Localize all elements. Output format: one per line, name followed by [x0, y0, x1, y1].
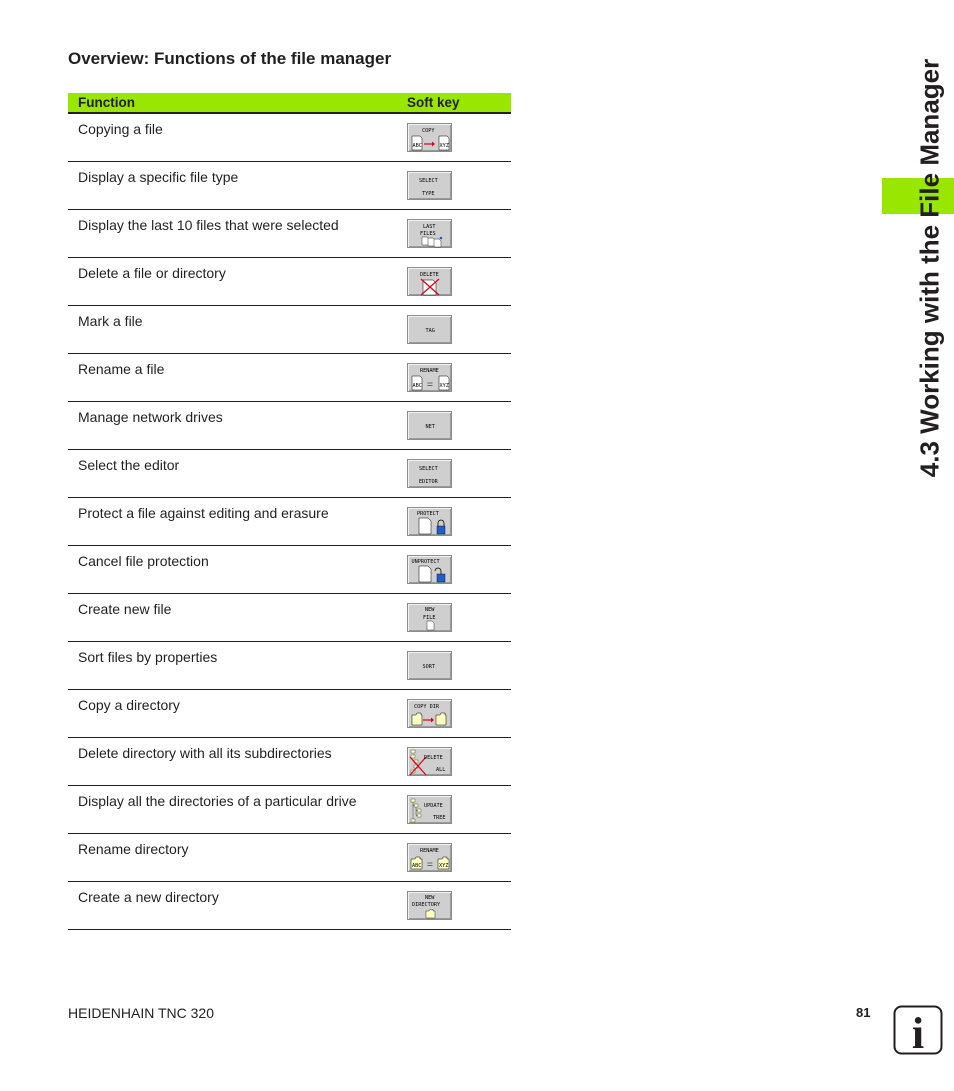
function-label: Create a new directory — [78, 889, 219, 905]
delete-all-softkey-icon — [407, 747, 452, 776]
function-label: Delete a file or directory — [78, 265, 226, 281]
table-row — [68, 882, 511, 930]
softkey-label: DIRECTORY — [412, 902, 441, 908]
rename-file-softkey-icon — [407, 363, 452, 392]
function-label: Rename a file — [78, 361, 165, 377]
footer-product: HEIDENHAIN TNC 320 — [68, 1005, 215, 1021]
table-row — [68, 210, 511, 258]
softkey-label: NEW — [425, 895, 435, 901]
last-files-softkey-icon — [407, 219, 452, 248]
update-tree-softkey-icon — [407, 795, 452, 824]
softkey-label: EDITOR — [419, 479, 438, 485]
softkey-label: ABC — [412, 383, 422, 389]
function-label: Display all the directories of a particular drive — [78, 793, 357, 809]
softkey-label: TAG — [425, 328, 435, 334]
info-glyph: i — [911, 1009, 925, 1055]
functions-table — [68, 93, 511, 930]
softkey-label: XYZ — [439, 863, 449, 869]
softkey-label: FILE — [423, 615, 436, 621]
softkey-label: RENAME — [420, 368, 439, 374]
rename-dir-softkey-icon — [407, 843, 452, 872]
select-type-softkey-icon — [407, 171, 452, 200]
softkey-label: DELETE — [420, 272, 439, 278]
softkey-label: FILES — [420, 231, 436, 237]
copy-dir-softkey-icon — [407, 699, 452, 728]
table-row — [68, 162, 511, 210]
softkey-label: PROTECT — [417, 511, 439, 517]
function-label: Rename directory — [78, 841, 189, 857]
function-label: Sort files by properties — [78, 649, 218, 665]
table-row — [68, 354, 511, 402]
softkey-label: ALL — [436, 767, 446, 773]
new-file-softkey-icon — [407, 603, 452, 632]
unprotect-softkey-icon — [407, 555, 452, 584]
table-row — [68, 738, 511, 786]
function-label: Manage network drives — [78, 409, 223, 425]
table-row — [68, 498, 511, 546]
softkey-label: SELECT — [419, 178, 438, 184]
section-title: Overview: Functions of the file manager — [68, 49, 392, 68]
softkey-label: ABC — [412, 143, 422, 149]
table-row — [68, 834, 511, 882]
softkey-label: UNPROTECT — [411, 559, 440, 565]
table-row — [68, 594, 511, 642]
net-softkey-icon — [407, 411, 452, 440]
softkey-label: COPY DIR — [414, 704, 439, 710]
function-label: Protect a file against editing and erasure — [78, 505, 329, 521]
softkey-label: NEW — [425, 607, 435, 613]
table-row — [68, 114, 511, 162]
function-label: Display the last 10 files that were selected — [78, 217, 339, 233]
softkey-label: SORT — [422, 664, 435, 670]
table-header — [68, 93, 511, 114]
function-label: Mark a file — [78, 313, 143, 329]
table-row — [68, 642, 511, 690]
softkey-label: NET — [425, 424, 435, 430]
softkey-label: ABC — [412, 863, 422, 869]
function-label: Delete directory with all its subdirectories — [78, 745, 332, 761]
tag-softkey-icon — [407, 315, 452, 344]
header-function: Function — [78, 95, 135, 110]
delete-softkey-icon — [407, 267, 452, 296]
softkey-label: DELETE — [424, 755, 443, 761]
softkey-label: LAST — [423, 224, 436, 230]
copy-file-softkey-icon — [407, 123, 452, 152]
table-row — [68, 786, 511, 834]
softkey-label: SELECT — [419, 466, 438, 472]
table-row — [68, 258, 511, 306]
table-row — [68, 450, 511, 498]
protect-softkey-icon — [407, 507, 452, 536]
softkey-label: TYPE — [422, 191, 435, 197]
softkey-label: COPY — [422, 128, 435, 134]
softkey-label: UPDATE — [424, 803, 443, 809]
info-icon — [893, 1005, 943, 1055]
softkey-label: XYZ — [439, 383, 449, 389]
page-number: 81 — [856, 1005, 871, 1020]
select-editor-softkey-icon — [407, 459, 452, 488]
header-softkey: Soft key — [407, 95, 460, 110]
table-row — [68, 546, 511, 594]
function-label: Copy a directory — [78, 697, 180, 713]
new-directory-softkey-icon — [407, 891, 452, 920]
table-row — [68, 306, 511, 354]
softkey-label: TREE — [433, 815, 446, 821]
function-label: Create new file — [78, 601, 172, 617]
function-label: Copying a file — [78, 121, 163, 137]
softkey-label: RENAME — [420, 848, 439, 854]
table-row — [68, 402, 511, 450]
chapter-title: 4.3 Working with the File Manager — [914, 58, 945, 478]
softkey-label: XYZ — [439, 143, 449, 149]
function-label: Select the editor — [78, 457, 180, 473]
function-label: Cancel file protection — [78, 553, 209, 569]
sort-softkey-icon — [407, 651, 452, 680]
function-label: Display a specific file type — [78, 169, 239, 185]
table-row — [68, 690, 511, 738]
